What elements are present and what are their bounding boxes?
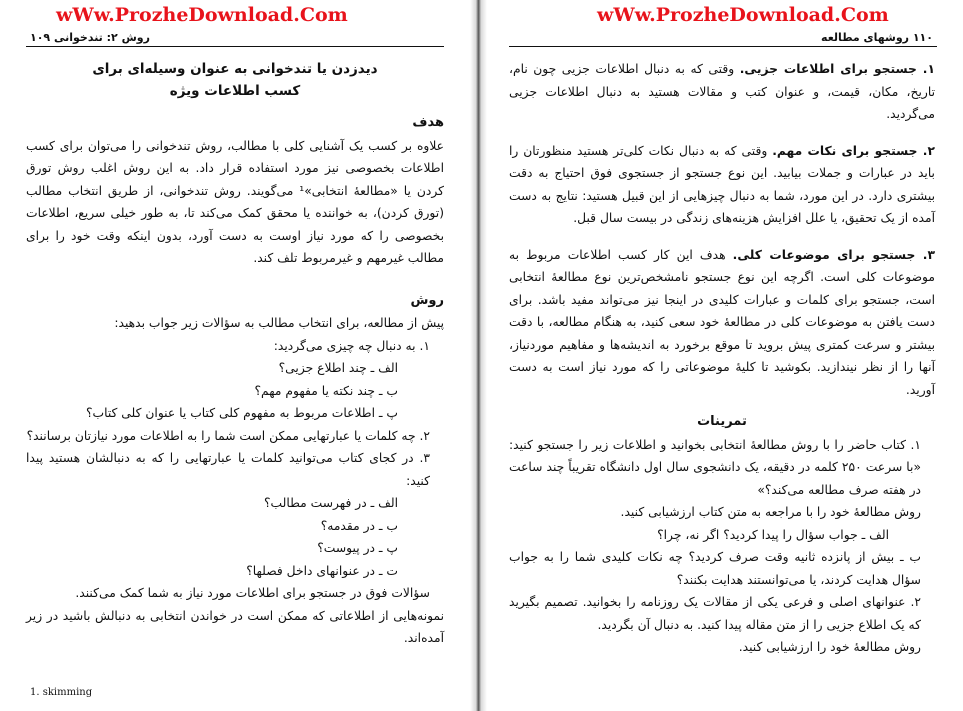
item-2-text: وقتی که به دنبال نکات کلی‌تر هستید منظورتان را باید در عبارات و جملات بیابید. این نوع جستجو از جستجوی فوق احتیاج به دقت بیشتری دارد. در این مورد، شما به دنبال چیزهایی از این قبیل هستید: نتایج به دست آمده از یک تحقیق، یا علل افزایش هزینه‌های زندگی در بیست سال قبل.: [509, 143, 935, 225]
item-2-title: ۲. جستجو برای نکات مهم.: [772, 143, 935, 158]
left-running-head: روش ۲: تندخوانی ۱۰۹: [30, 31, 150, 44]
question-3: ۳. در کجای کتاب می‌توانید کلمات یا عبارتهایی را که به دنبالشان هستید پیدا کنید:: [26, 451, 430, 488]
question-3-b: ب ـ در مقدمه؟: [320, 518, 398, 533]
chapter-title-line1: دیدزدن یا تندخوانی به عنوان وسیله‌ای برای: [92, 61, 378, 77]
item-1: [509, 58, 935, 126]
exercise-1-evaluate: روش مطالعهٔ خود را با مراجعه به متن کتاب ارزشیابی کنید.: [620, 505, 921, 519]
book-gutter: [470, 0, 487, 711]
spacer: [26, 270, 444, 284]
goal-heading: هدف: [412, 115, 444, 130]
right-page-body: [509, 58, 935, 659]
spacer: [509, 126, 935, 140]
item-3-text: هدف این کار کسب اطلاعات مربوط به موضوعات کلی است. اگرچه این نوع جستجو نامشخص‌ترین نوع مطالعهٔ انتخابی است، جستجو برای کلمات و عبارات کلیدی در اینجا نیز می‌تواند مفید باشد. برای دست یافتن به موضوعات کلی در مطالعهٔ خود سعی کنید، به هنگام مطالعه، با دقت بیشتر و سرعت کمتری پیش بروید تا موقع برخورد به اندیشه‌ها و مفاهیم موردنیاز، آنها را از نظر نیندازید. بکوشید تا کلیهٔ موضوعاتی را که مورد نیاز است به دست آورید.: [509, 247, 935, 397]
footnote: 1. skimming: [30, 687, 93, 698]
question-3-d: ت ـ در عنوانهای داخل فصلها؟: [246, 563, 398, 578]
closing-paragraph-1: سؤالات فوق در جستجو برای اطلاعات مورد نیاز به شما کمک می‌کنند.: [75, 586, 430, 600]
exercise-1-question-a: الف ـ جواب سؤال را پیدا کردید؟ اگر نه، چرا؟: [657, 527, 889, 542]
question-1-b: ب ـ چند نکته یا مفهوم مهم؟: [254, 383, 398, 398]
watermark-left: wWw.ProzheDownload.Com: [56, 4, 348, 26]
question-1-a: الف ـ چند اطلاع جزیی؟: [278, 361, 398, 375]
item-1-title: ۱. جستجو برای اطلاعات جزیی.: [739, 62, 935, 76]
item-3: [509, 244, 935, 402]
item-1-text: وقتی که به دنبال اطلاعات جزیی چون نام، تاریخ، مکان، قیمت، و عنوان کتب و مقالات هستید به دنبال اطلاعات جزیی می‌گردید.: [509, 62, 935, 121]
exercise-1: ۱. کتاب حاضر را با روش مطالعهٔ انتخابی بخوانید و اطلاعات زیر را جستجو کنید: «با سرعت ۲۵۰ کلمه در دقیقه، یک دانشجوی سال اول دانشگاه تقریباً چند ساعت در هفته صرف مطالعه می‌کند؟»: [509, 437, 922, 497]
question-3-c: پ ـ در پیوست؟: [317, 541, 398, 555]
exercises-heading: تمرینات: [697, 414, 747, 429]
chapter-title-line2: کسب اطلاعات ویژه: [169, 83, 301, 99]
spacer: [509, 230, 935, 244]
left-page: [0, 0, 470, 711]
left-page-body: [26, 58, 444, 650]
item-3-title: ۳. جستجو برای موضوعات کلی.: [732, 247, 935, 262]
question-1: ۱. به دنبال چه چیزی می‌گردید:: [273, 338, 430, 353]
item-2: [509, 140, 935, 230]
method-heading: روش: [410, 292, 444, 308]
method-intro: پیش از مطالعه، برای انتخاب مطالب به سؤالات زیر جواب بدهید:: [114, 316, 444, 330]
closing-paragraph-2: نمونه‌هایی از اطلاعاتی که ممکن است در خواندن انتخابی به دنبالش باشید در زیر آمده‌اند.: [26, 608, 444, 645]
exercise-1-question-b: ب ـ بیش از پانزده ثانیه وقت صرف کردید؟ چه نکات کلیدی شما را به جواب سؤال هدایت کردند، یا می‌توانستند هدایت بکنند؟: [509, 550, 921, 587]
question-3-a: الف ـ در فهرست مطالب؟: [263, 496, 398, 510]
exercise-2: ۲. عنوانهای اصلی و فرعی یکی از مقالات یک روزنامه را بخوانید. تصمیم بگیرید که یک اطلاع جزیی را از متن مقاله پیدا کنید. به دنبال آن بگردید.: [509, 595, 921, 632]
right-header-rule: [509, 46, 937, 47]
left-header-rule: [26, 46, 444, 47]
goal-paragraph: علاوه بر کسب یک آشنایی کلی با مطالب، روش تندخوانی را می‌توان برای کسب اطلاعات بخصوصی نیز مورد استفاده قرار داد. به این روش اغلب روش تورق کردن یا «مطالعهٔ انتخابی»¹ می‌گویند. روش تندخوانی، از طریق انتخاب مطالب (تورق کردن)، به خواننده یا محقق کمک می‌کند تا، به طور خیلی سریع، اطلاعات بخصوصی را که مورد نیاز اوست به دست آورد، بدون اینکه وقت خود را برای مطالب غیرمهم و غیرمربوط تلف کند.: [26, 138, 445, 265]
question-2: ۲. چه کلمات یا عبارتهایی ممکن است شما را به اطلاعات مورد نیازتان برسانند؟: [26, 428, 430, 443]
watermark-right: wWw.ProzheDownload.Com: [597, 4, 889, 26]
right-page: [487, 0, 963, 711]
exercise-2-evaluate: روش مطالعهٔ خود را ارزشیابی کنید.: [738, 640, 921, 654]
question-1-c: پ ـ اطلاعات مربوط به مفهوم کلی کتاب یا عنوان کلی کتاب؟: [85, 406, 398, 420]
chapter-title: [26, 58, 444, 102]
right-running-head: ۱۱۰ روشهای مطالعه: [821, 31, 933, 44]
